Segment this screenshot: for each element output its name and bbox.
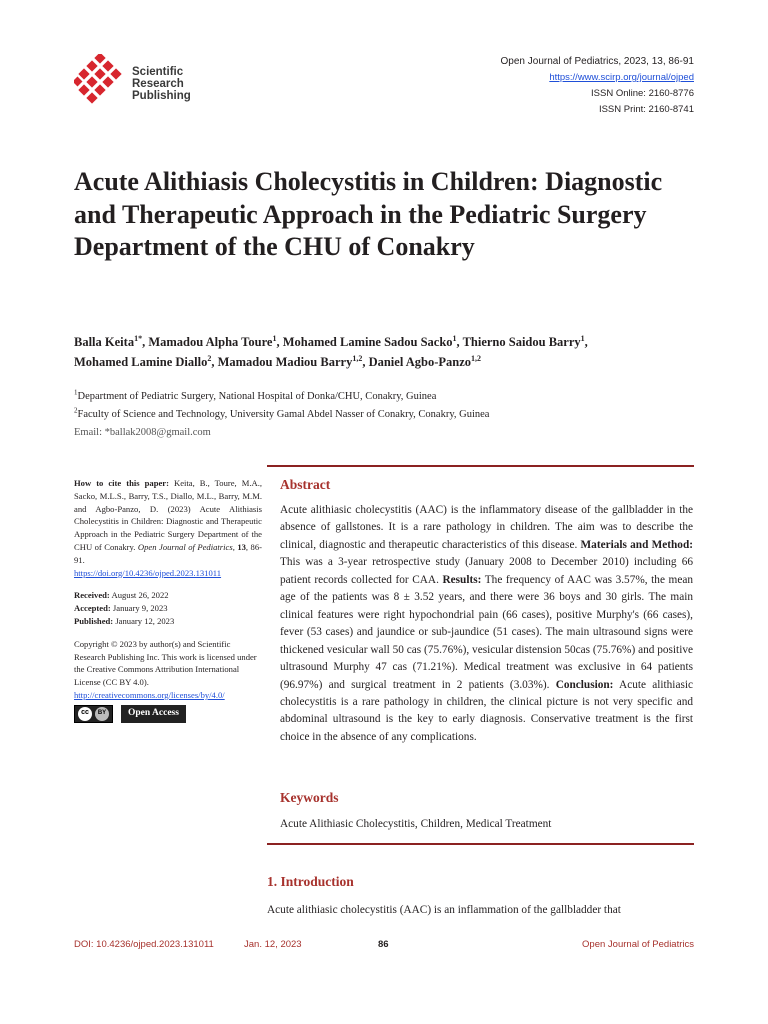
dates-block: Received: August 26, 2022 Accepted: January 9, 2023 Published: January 12, 2023 [74, 590, 175, 626]
corresponding-email: Email: *ballak2008@gmail.com [74, 427, 211, 438]
citation-volume: 13 [237, 541, 246, 552]
citation-journal: Open Journal of Pediatrics [137, 541, 233, 552]
journal-info [501, 54, 694, 118]
keywords-text: Acute Alithiasic Cholecystitis, Children, Medical Treatment [280, 818, 552, 830]
page-number: 86 [378, 939, 389, 950]
received-date: August 26, 2022 [111, 590, 169, 601]
accepted-date: January 9, 2023 [112, 603, 168, 614]
cc-icon: cc [78, 707, 92, 721]
open-access-badge[interactable]: Open Access [121, 705, 186, 723]
abstract-top-rule [267, 465, 694, 467]
footer-doi[interactable]: DOI: 10.4236/ojped.2023.131011 [74, 939, 214, 950]
publisher-name: Scientific Research Publishing [132, 66, 191, 102]
author-name: Mamadou Alpha Toure [148, 335, 273, 349]
cc-by-badge[interactable] [74, 705, 113, 723]
issn-online: ISSN Online: 2160-8776 [591, 88, 694, 99]
copyright-block [74, 638, 262, 723]
author-affiliation-marker: 1 [580, 333, 585, 343]
conclusion-label: Conclusion: [555, 678, 614, 691]
abstract-body: Acute alithiasic cholecystitis (AAC) is the inflammatory disease of the gallbladder in the absence of gallstones. It is a rare pathology in children. The aim was to describe the clinical, diagnostic and therapeutic characteristics of this disease. Materials and Method: This was a 3-year retrospective study (January 2008 to December 2010) including 66 patient records collected for CAA. Results: The frequency of AAC was 3.57%, the mean age of the patients was 8 ± 3.52 years, and there were 36 boys and 30 girls. The main clinical features were right hypochondrial pain (66 cases), positive Murphy's (66 cases), fever (53 cases) and jaundice or sub-jaundice (51 cases). The main ultrasound signs were thickened vesicular wall 50 cas (75.76%), vesicular distension 50cas (75.76%) and positive ultrasound Murphy 47 cas (71.21%). Medical treatment was exclusive in 64 patients (96.97%) and surgical treatment in 2 patients (3.03%). Conclusion: Acute alithiasic cholecystitis is a rare pathology in children, the clinical picture is not very specific and abdominal ultrasound is the key to early diagnosis. Conservative treatment is the first choice in the absence of any complications. [280, 504, 694, 743]
author-name: Mohamed Lamine Diallo [74, 355, 208, 369]
article-sidebar [74, 477, 262, 733]
keywords-heading: Keywords [280, 790, 339, 805]
methods-label: Materials and Method: [580, 538, 694, 551]
citation-pages: , 86-91. [74, 541, 262, 565]
author-list: Balla Keita$^{1*}$, Mamadou Alpha Toure$^1$, Mohamed Lamine Sadou Sacko$^1$, Thierno Saidou Barry$^1$, Mohamed Lamine Diallo$^2$, Mamadou Madiou Barry$^{1,2}$, Daniel Agbo-Panzo$^{1,2}$ [74, 333, 588, 369]
author-affiliation-marker: 1 [272, 333, 277, 343]
author-name: Mamadou Madiou Barry [217, 355, 353, 369]
keywords-bottom-rule [267, 843, 694, 845]
affiliation-2: $^2$Faculty of Science and Technology, University Gamal Abdel Nasser of Conakry, Conakry, Guinea [74, 406, 490, 420]
issn-print: ISSN Print: 2160-8741 [598, 104, 694, 115]
by-icon: BY [95, 707, 109, 721]
affiliations [74, 388, 694, 442]
paper-title: Acute Alithiasis Cholecystitis in Children: Diagnostic and Therapeutic Approach in the Pediatric Surgery Department of the CHU of Conakry [74, 167, 663, 261]
license-link[interactable]: http://creativecommons.org/licenses/by/4.0/ [74, 689, 225, 700]
introduction-text: Acute alithiasic cholecystitis (AAC) is an inflammation of the gallbladder that [267, 904, 621, 916]
author-name: Daniel Agbo-Panzo [368, 355, 472, 369]
author-affiliation-marker: 2 [207, 353, 212, 363]
citation-doi-link[interactable]: https://doi.org/10.4236/ojped.2023.131011 [74, 567, 222, 578]
scirp-logo-icon [74, 54, 130, 110]
author-affiliation-marker: 1* [134, 333, 143, 343]
author-affiliation-marker: 1 [452, 333, 457, 343]
results-label: Results: [442, 573, 482, 586]
footer-date: Jan. 12, 2023 [244, 939, 302, 950]
footer-journal: Open Journal of Pediatrics [582, 939, 694, 950]
author-name: Balla Keita [74, 335, 135, 349]
publisher-logo[interactable] [74, 54, 204, 110]
author-affiliation-marker: 1,2 [471, 353, 482, 363]
citation-label: How to cite this paper: [74, 478, 169, 488]
introduction-heading: 1. Introduction [267, 874, 354, 889]
abstract-heading: Abstract [280, 477, 331, 492]
citation-text: Keita, B., Toure, M.A., Sacko, M.L.S., Barry, T.S., Diallo, M.L., Barry, M.M. and Agbo-Panzo, D. (2023) Acute Alithiasis Cholecystitis in Children: Diagnostic and Therapeutic Approach in the Pediatric Surgery Department of the CHU of Conakry. [74, 478, 262, 552]
copyright-text: Copyright © 2023 by author(s) and Scientific Research Publishing Inc. This work is licensed under the Creative Commons Attribution International License (CC BY 4.0). [74, 638, 257, 688]
author-name: Mohamed Lamine Sadou Sacko [282, 335, 453, 349]
citation-block: How to cite this paper: Keita, B., Toure, M.A., Sacko, M.L.S., Barry, T.S., Diallo, M.L., Barry, M.M. and Agbo-Panzo, D. (2023) Acute Alithiasis Cholecystitis in Children: Diagnostic and Therapeutic Approach in the Pediatric Surgery Department of the CHU of Conakry. Open Journal of Pediatrics, 13, 86-91. https://doi.org/10.4236/ojped.2023.131011 [74, 478, 262, 578]
journal-url-link[interactable]: https://www.scirp.org/journal/ojped [549, 72, 694, 83]
author-name: Thierno Saidou Barry [462, 335, 581, 349]
journal-citation-line: Open Journal of Pediatrics, 2023, 13, 86-91 [500, 56, 694, 67]
published-date: January 12, 2023 [115, 615, 175, 626]
author-affiliation-marker: 1,2 [352, 353, 363, 363]
affiliation-1: $^1$Department of Pediatric Surgery, National Hospital of Donka/CHU, Conakry, Guinea [74, 388, 437, 402]
